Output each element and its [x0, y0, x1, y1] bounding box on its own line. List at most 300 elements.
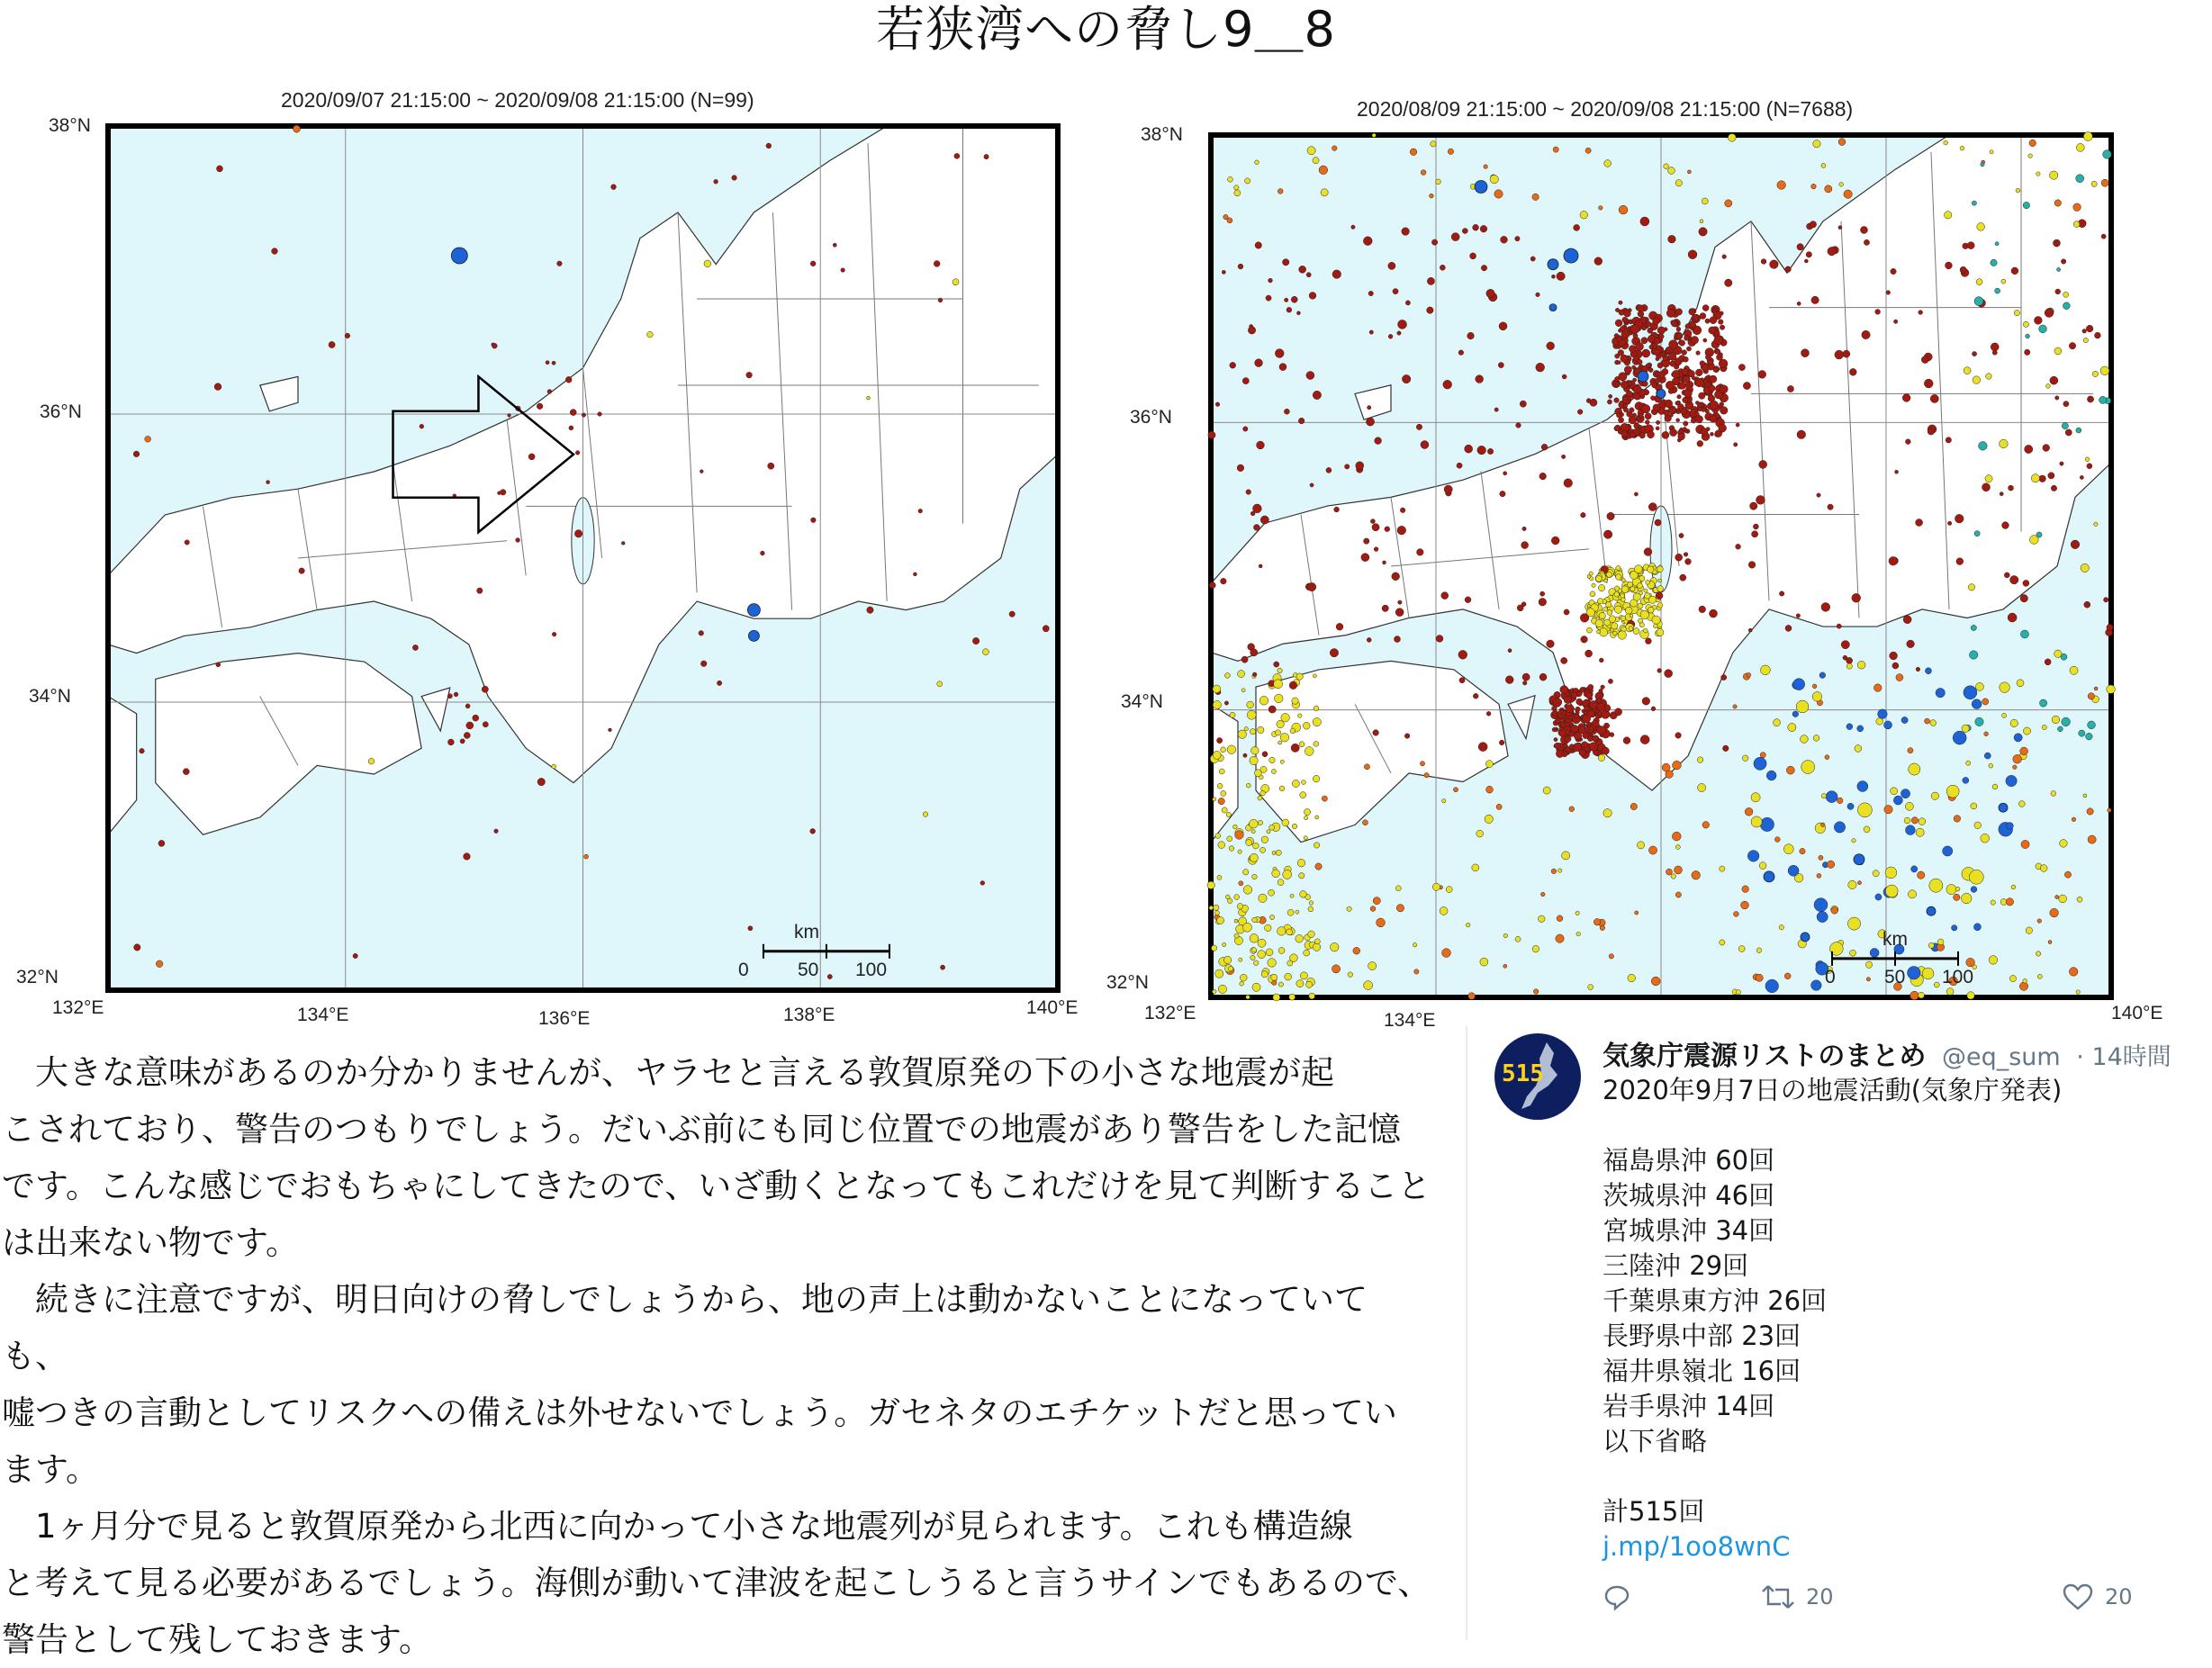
- earthquake-marker: [1484, 165, 1488, 169]
- earthquake-marker: [1547, 640, 1555, 648]
- earthquake-marker: [1930, 720, 1937, 726]
- earthquake-marker: [1890, 652, 1898, 660]
- earthquake-marker: [2016, 188, 2020, 193]
- earthquake-marker: [1266, 949, 1273, 956]
- tweet-line: 長野県中部 23回: [1603, 1321, 1801, 1351]
- earthquake-marker: [1222, 270, 1225, 274]
- earthquake-marker: [1306, 372, 1314, 380]
- earthquake-marker: [1516, 423, 1521, 428]
- earthquake-marker: [1930, 394, 1938, 402]
- earthquake-marker: [1946, 785, 1959, 798]
- earthquake-marker: [133, 451, 140, 457]
- earthquake-marker: [2040, 865, 2047, 872]
- earthquake-marker: [833, 243, 836, 247]
- scale-tick: 0: [738, 960, 749, 980]
- earthquake-marker: [1916, 828, 1924, 836]
- earthquake-marker: [2088, 693, 2094, 699]
- earthquake-marker: [1313, 391, 1321, 399]
- earthquake-marker: [1614, 334, 1619, 338]
- lon-label: 136°E: [538, 1008, 591, 1029]
- earthquake-marker: [1695, 378, 1704, 387]
- earthquake-marker: [1603, 530, 1612, 538]
- earthquake-marker: [1561, 657, 1567, 663]
- earthquake-marker: [1285, 973, 1292, 980]
- earthquake-marker: [1586, 627, 1592, 633]
- earthquake-marker: [1621, 586, 1629, 593]
- earthquake-marker: [185, 540, 189, 545]
- earthquake-marker: [2013, 754, 2022, 763]
- earthquake-marker: [1260, 516, 1269, 524]
- deep-earthquake-marker: [1657, 389, 1666, 398]
- earthquake-marker: [1258, 820, 1262, 825]
- earthquake-marker: [1560, 722, 1566, 727]
- earthquake-marker: [1226, 812, 1231, 816]
- earthquake-marker: [447, 739, 454, 745]
- earthquake-marker: [1621, 381, 1628, 388]
- earthquake-marker: [982, 649, 989, 655]
- earthquake-marker: [1218, 798, 1224, 804]
- earthquake-marker: [1668, 353, 1676, 361]
- tweet-line: 茨城県沖 46回: [1603, 1180, 1775, 1211]
- earthquake-marker: [1252, 874, 1258, 879]
- earthquake-marker: [1692, 870, 1701, 879]
- article-line: こされており、警告のつもりでしょう。だいぶ前にも同じ位置での地震があり警告をした記憶: [2, 1110, 1401, 1149]
- earthquake-marker: [1405, 301, 1410, 305]
- earthquake-marker: [1420, 762, 1424, 766]
- earthquake-marker: [1245, 178, 1250, 184]
- earthquake-marker: [2025, 445, 2033, 453]
- earthquake-marker: [2023, 321, 2028, 327]
- earthquake-marker: [2053, 239, 2060, 247]
- earthquake-marker: [1269, 825, 1275, 830]
- retweet-button[interactable]: [1761, 1582, 1834, 1611]
- map-panel-monthly: [1103, 90, 2212, 1031]
- tweet-handle[interactable]: @eq_sum: [1941, 1043, 2061, 1071]
- earthquake-marker: [1266, 295, 1271, 301]
- earthquake-marker: [1485, 815, 1493, 823]
- earthquake-marker: [1751, 793, 1760, 802]
- earthquake-marker: [1710, 401, 1718, 409]
- earthquake-marker: [183, 769, 189, 775]
- earthquake-marker: [1785, 266, 1792, 273]
- earthquake-marker: [1590, 700, 1598, 708]
- tweet-author-name[interactable]: 気象庁震源リストのまとめ: [1603, 1041, 1927, 1072]
- earthquake-marker: [2060, 840, 2068, 848]
- earthquake-marker: [1621, 579, 1625, 582]
- tweet-card[interactable]: [1466, 1026, 2188, 1640]
- earthquake-marker: [1404, 734, 1410, 739]
- earthquake-marker: [2085, 457, 2090, 462]
- earthquake-marker: [1742, 755, 1748, 762]
- like-button[interactable]: [2062, 1582, 2133, 1611]
- earthquake-marker: [1670, 428, 1677, 436]
- earthquake-marker: [1708, 360, 1713, 365]
- earthquake-marker: [2020, 630, 2028, 638]
- earthquake-marker: [1675, 733, 1682, 739]
- article-line: です。こんな感じでおもちゃにしてきたので、いざ動くとなってもこれだけを見て判断すること: [2, 1167, 1431, 1205]
- earthquake-marker: [498, 491, 501, 495]
- earthquake-marker: [810, 828, 816, 834]
- earthquake-marker: [766, 143, 772, 149]
- earthquake-marker: [2031, 474, 2039, 482]
- earthquake-marker: [1698, 783, 1706, 791]
- earthquake-marker: [1964, 686, 1977, 699]
- reply-button[interactable]: [1603, 1582, 1631, 1611]
- earthquake-marker: [1784, 973, 1791, 979]
- earthquake-marker: [345, 333, 350, 338]
- earthquake-marker: [1347, 906, 1351, 911]
- earthquake-marker: [1221, 790, 1226, 796]
- earthquake-marker: [1496, 804, 1502, 809]
- earthquake-marker: [1595, 575, 1602, 582]
- earthquake-marker: [1362, 820, 1368, 825]
- earthquake-marker: [1208, 431, 1215, 438]
- earthquake-marker: [1666, 869, 1673, 875]
- earthquake-marker: [368, 758, 375, 764]
- earthquake-marker: [1943, 846, 1953, 856]
- earthquake-marker: [1992, 784, 1998, 789]
- earthquake-marker: [1490, 175, 1498, 183]
- earthquake-marker: [1368, 406, 1371, 410]
- earthquake-marker: [1394, 636, 1400, 643]
- earthquake-marker: [1296, 910, 1299, 914]
- earthquake-marker: [1250, 955, 1255, 960]
- earthquake-marker: [1700, 313, 1706, 320]
- earthquake-marker: [1267, 830, 1270, 834]
- earthquake-marker: [1278, 927, 1287, 936]
- earthquake-marker: [2055, 895, 2059, 898]
- earthquake-marker: [1905, 802, 1913, 810]
- earthquake-marker: [2103, 150, 2112, 159]
- earthquake-marker: [1287, 909, 1294, 915]
- avatar-number: 515: [1502, 1060, 1544, 1087]
- earthquake-marker: [1589, 572, 1593, 575]
- earthquake-marker: [1699, 606, 1706, 613]
- earthquake-marker: [2095, 332, 2101, 338]
- earthquake-marker: [1522, 527, 1526, 530]
- earthquake-marker: [1249, 819, 1258, 828]
- earthquake-marker: [1250, 649, 1258, 656]
- earthquake-marker: [1714, 330, 1720, 336]
- earthquake-marker: [1505, 676, 1513, 684]
- lon-label: 132°E: [1144, 1003, 1196, 1023]
- earthquake-marker: [1648, 328, 1653, 333]
- earthquake-marker: [1812, 684, 1817, 689]
- earthquake-marker: [1258, 796, 1262, 800]
- earthquake-marker: [1903, 616, 1911, 624]
- earthquake-marker: [1599, 612, 1605, 618]
- earthquake-marker: [134, 944, 140, 951]
- earthquake-marker: [1839, 183, 1844, 187]
- earthquake-marker: [1361, 554, 1369, 562]
- earthquake-marker: [1814, 898, 1828, 912]
- earthquake-marker: [1372, 133, 1376, 137]
- earthquake-marker: [1392, 573, 1400, 581]
- earthquake-marker: [1614, 398, 1620, 403]
- earthquake-marker: [1533, 989, 1539, 995]
- earthquake-marker: [1241, 689, 1245, 692]
- earthquake-marker: [1700, 361, 1705, 366]
- earthquake-marker: [1481, 265, 1486, 270]
- lat-label: 34°N: [29, 686, 71, 707]
- earthquake-marker: [1656, 420, 1659, 424]
- earthquake-marker: [2099, 396, 2107, 403]
- earthquake-marker: [1242, 870, 1248, 875]
- earthquake-marker: [2013, 765, 2018, 770]
- earthquake-marker: [2023, 580, 2029, 586]
- earthquake-marker: [938, 298, 943, 302]
- earthquake-marker: [1634, 492, 1638, 496]
- earthquake-marker: [1427, 307, 1433, 313]
- earthquake-marker: [1924, 379, 1933, 388]
- earthquake-marker: [1238, 264, 1243, 269]
- earthquake-marker: [1614, 592, 1620, 598]
- earthquake-marker: [1503, 933, 1508, 938]
- earthquake-marker: [1473, 693, 1478, 699]
- earthquake-marker: [1857, 780, 1868, 791]
- earthquake-marker: [2009, 485, 2014, 491]
- earthquake-marker: [1388, 262, 1395, 269]
- earthquake-marker: [272, 248, 278, 255]
- earthquake-marker: [1577, 410, 1583, 415]
- earthquake-marker: [1630, 325, 1639, 334]
- earthquake-marker: [1684, 421, 1688, 426]
- earthquake-marker: [1922, 968, 1934, 979]
- earthquake-marker: [1668, 167, 1675, 175]
- earthquake-marker: [1736, 544, 1741, 549]
- earthquake-marker: [1259, 696, 1269, 705]
- earthquake-marker: [1292, 780, 1299, 787]
- earthquake-marker: [1370, 519, 1375, 524]
- earthquake-marker: [1564, 479, 1573, 488]
- earthquake-marker: [1368, 291, 1373, 295]
- earthquake-marker: [2006, 898, 2013, 906]
- earthquake-marker: [492, 343, 497, 348]
- earthquake-marker: [1374, 547, 1378, 552]
- earthquake-marker: [2017, 680, 2024, 687]
- earthquake-marker: [1297, 714, 1302, 718]
- earthquake-marker: [2050, 376, 2058, 384]
- deep-earthquake-marker: [1638, 371, 1648, 382]
- earthquake-marker: [1309, 901, 1314, 906]
- earthquake-marker: [575, 451, 580, 455]
- earthquake-marker: [1603, 607, 1608, 611]
- earthquake-marker: [1252, 672, 1257, 677]
- earthquake-marker: [1458, 650, 1467, 659]
- earthquake-marker: [972, 637, 979, 644]
- earthquake-marker: [1640, 735, 1649, 744]
- earthquake-marker: [1725, 279, 1732, 286]
- earthquake-marker: [1699, 392, 1705, 399]
- earthquake-marker: [940, 965, 944, 969]
- earthquake-marker: [1283, 870, 1292, 879]
- earthquake-marker: [1465, 597, 1471, 603]
- earthquake-marker: [1275, 349, 1284, 358]
- earthquake-marker: [1291, 744, 1299, 752]
- earthquake-marker: [1886, 291, 1891, 295]
- earthquake-marker: [1596, 630, 1600, 634]
- earthquake-marker: [2028, 154, 2033, 158]
- earthquake-marker: [1553, 699, 1562, 708]
- earthquake-marker: [1332, 270, 1341, 279]
- earthquake-marker: [1971, 887, 1977, 893]
- earthquake-marker: [1314, 706, 1319, 711]
- earthquake-marker: [1458, 350, 1464, 356]
- avatar[interactable]: [1494, 1033, 1581, 1120]
- earthquake-marker: [2002, 713, 2007, 717]
- earthquake-marker: [1698, 402, 1703, 408]
- earthquake-marker: [1644, 548, 1652, 556]
- earthquake-marker: [1470, 253, 1476, 259]
- earthquake-marker: [1639, 414, 1644, 419]
- earthquake-marker: [1431, 239, 1437, 245]
- earthquake-marker: [145, 436, 151, 442]
- earthquake-marker: [1741, 901, 1749, 909]
- earthquake-marker: [1705, 319, 1710, 323]
- earthquake-marker: [1213, 685, 1221, 693]
- earthquake-marker: [140, 748, 145, 753]
- earthquake-marker: [1554, 737, 1557, 741]
- earthquake-marker: [1905, 439, 1910, 445]
- earthquake-marker: [1043, 626, 1049, 632]
- earthquake-marker: [1487, 448, 1493, 454]
- earthquake-marker: [1255, 160, 1259, 165]
- earthquake-marker: [1841, 641, 1849, 649]
- earthquake-marker: [1748, 562, 1756, 569]
- earthquake-marker: [1638, 603, 1643, 609]
- earthquake-marker: [1561, 711, 1566, 716]
- earthquake-marker: [2108, 808, 2111, 812]
- earthquake-marker: [1304, 950, 1310, 956]
- article-line: 嘘つきの言動としてリスクへの備えは外せないでしょう。ガセネタのエチケットだと思ってい: [2, 1393, 1397, 1432]
- earthquake-marker: [1209, 582, 1215, 589]
- earthquake-marker: [1581, 742, 1587, 748]
- earthquake-marker: [1989, 956, 1998, 965]
- earthquake-marker: [1821, 163, 1826, 167]
- earthquake-marker: [1657, 327, 1665, 334]
- tweet-time[interactable]: · 14時間: [2076, 1043, 2171, 1071]
- earthquake-marker: [1373, 730, 1379, 736]
- earthquake-marker: [2082, 329, 2087, 334]
- earthquake-marker: [953, 279, 959, 285]
- earthquake-marker: [1300, 891, 1307, 898]
- earthquake-marker: [1271, 769, 1276, 773]
- earthquake-marker: [1443, 380, 1452, 389]
- earthquake-marker: [1250, 853, 1258, 861]
- earthquake-marker: [811, 518, 817, 523]
- earthquake-marker: [2010, 575, 2018, 583]
- earthquake-marker: [2101, 234, 2106, 239]
- earthquake-marker: [1675, 844, 1680, 849]
- earthquake-marker: [1641, 338, 1648, 344]
- lat-label: 32°N: [16, 967, 59, 987]
- earthquake-marker: [1240, 981, 1244, 986]
- retweet-count: 20: [1806, 1584, 1834, 1609]
- earthquake-marker: [1556, 750, 1564, 758]
- earthquake-marker: [1908, 890, 1916, 898]
- earthquake-marker: [1679, 533, 1684, 537]
- earthquake-marker: [1334, 507, 1340, 512]
- earthquake-marker: [980, 880, 985, 885]
- earthquake-marker: [1440, 265, 1445, 270]
- earthquake-marker: [1486, 711, 1491, 716]
- earthquake-marker: [2079, 730, 2085, 736]
- earthquake-marker: [2023, 727, 2030, 735]
- earthquake-marker: [1432, 883, 1440, 890]
- earthquake-marker: [1962, 725, 1969, 732]
- article-line: 続きに注意ですが、明日向けの脅しでしょうから、地の声上は動かないことになっていても、: [2, 1280, 1368, 1375]
- earthquake-marker: [2019, 982, 2027, 990]
- earthquake-marker: [1274, 680, 1283, 689]
- earthquake-marker: [937, 681, 943, 687]
- earthquake-marker: [1873, 684, 1882, 692]
- earthquake-marker: [1759, 460, 1767, 468]
- earthquake-marker: [1574, 732, 1582, 740]
- earthquake-marker: [1946, 988, 1954, 996]
- earthquake-marker: [1630, 432, 1635, 437]
- earthquake-marker: [1662, 431, 1669, 438]
- earthquake-marker: [1986, 374, 1992, 380]
- earthquake-marker: [1846, 724, 1853, 730]
- earthquake-marker: [1585, 706, 1590, 711]
- earthquake-marker: [1652, 383, 1657, 388]
- earthquake-marker: [1217, 917, 1224, 924]
- earthquake-marker: [1593, 735, 1599, 742]
- earthquake-marker: [1812, 692, 1822, 702]
- tweet-link[interactable]: j.mp/1oo8wnC: [1603, 1531, 1791, 1562]
- earthquake-marker: [1910, 991, 1919, 1000]
- earthquake-marker: [569, 426, 573, 430]
- earthquake-marker: [1375, 437, 1382, 445]
- earthquake-marker: [1675, 309, 1682, 315]
- earthquake-marker: [1801, 349, 1809, 357]
- earthquake-marker: [1629, 416, 1637, 424]
- deep-earthquake-marker: [451, 248, 467, 264]
- earthquake-marker: [1214, 911, 1219, 915]
- earthquake-marker: [1811, 980, 1822, 991]
- earthquake-marker: [1557, 915, 1563, 922]
- earthquake-marker: [1641, 326, 1646, 330]
- earthquake-marker: [1604, 160, 1612, 167]
- earthquake-marker: [156, 960, 163, 968]
- earthquake-marker: [1397, 526, 1406, 535]
- earthquake-marker: [1436, 636, 1443, 643]
- earthquake-marker: [598, 412, 602, 417]
- earthquake-marker: [1908, 748, 1913, 753]
- earthquake-marker: [1907, 640, 1915, 648]
- earthquake-marker: [1990, 150, 1993, 154]
- earthquake-marker: [1623, 737, 1630, 744]
- earthquake-marker: [1666, 350, 1670, 354]
- earthquake-marker: [1991, 343, 1999, 351]
- earthquake-marker: [1671, 874, 1675, 879]
- earthquake-marker: [2045, 659, 2051, 665]
- earthquake-marker: [1258, 951, 1266, 959]
- earthquake-marker: [1556, 934, 1564, 942]
- earthquake-marker: [1398, 600, 1402, 604]
- earthquake-marker: [1670, 361, 1676, 367]
- earthquake-marker: [1564, 696, 1571, 703]
- earthquake-marker: [1759, 862, 1766, 870]
- earthquake-marker: [918, 509, 923, 513]
- earthquake-marker: [1521, 542, 1529, 549]
- earthquake-marker: [1904, 817, 1910, 824]
- earthquake-marker: [1284, 298, 1287, 302]
- earthquake-marker: [1440, 906, 1448, 915]
- earthquake-marker: [1336, 623, 1343, 630]
- earthquake-marker: [1710, 375, 1717, 383]
- earthquake-marker: [1770, 260, 1779, 269]
